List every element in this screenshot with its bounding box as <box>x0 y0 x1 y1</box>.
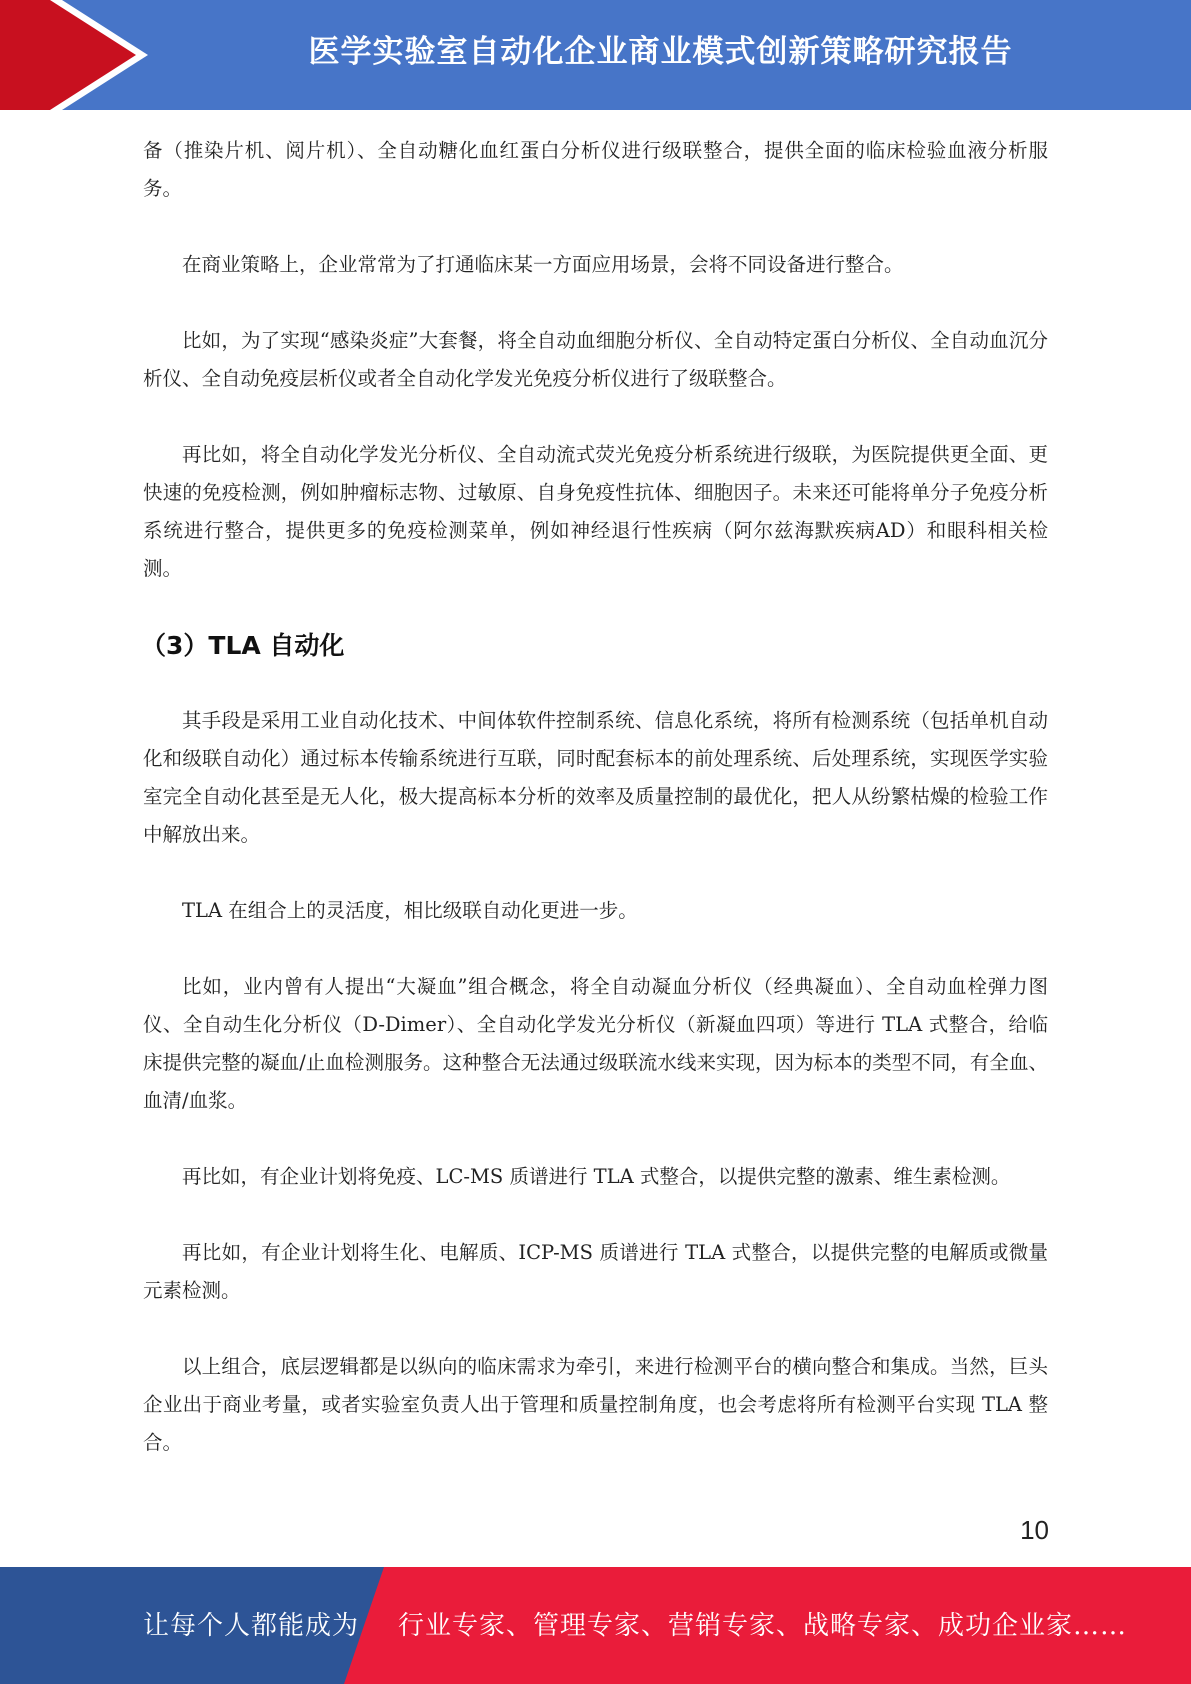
paragraph: 比如，业内曾有人提出“大凝血”组合概念，将全自动凝血分析仪（经典凝血）、全自动血栓弹力图仪、全自动生化分析仪（D-Dimer）、全自动化学发光分析仪（新凝血四项）等进行 TLA 式整合，给临床提供完整的凝血/止血检测服务。这种整合无法通过级联流水线来实现，因为标本的类型不同，有全血、血清/血浆。 <box>143 975 1048 1112</box>
section-heading: （3）TLA 自动化 <box>141 631 345 660</box>
paragraph: 以上组合，底层逻辑都是以纵向的临床需求为牵引，来进行检测平台的横向整合和集成。当然，巨头企业出于商业考量，或者实验室负责人出于管理和质量控制角度，也会考虑将所有检测平台实现 TLA 整合。 <box>143 1355 1048 1454</box>
footer-slogan-left: 让每个人都能成为 <box>143 1611 360 1641</box>
paragraph: 备（推染片机、阅片机）、全自动糖化血红蛋白分析仪进行级联整合，提供全面的临床检验血液分析服务。 <box>143 139 1048 200</box>
page-header <box>0 0 1191 110</box>
paragraph: TLA 在组合上的灵活度，相比级联自动化更进一步。 <box>182 899 638 922</box>
paragraph: 在商业策略上，企业常常为了打通临床某一方面应用场景，会将不同设备进行整合。 <box>182 253 904 276</box>
paragraph: 再比如，将全自动化学发光分析仪、全自动流式荧光免疫分析系统进行级联，为医院提供更全面、更快速的免疫检测，例如肿瘤标志物、过敏原、自身免疫性抗体、细胞因子。未来还可能将单分子免疫分析系统进行整合，提供更多的免疫检测菜单，例如神经退行性疾病（阿尔兹海默疾病AD）和眼科相关检测。 <box>143 443 1048 580</box>
paragraph: 再比如，有企业计划将免疫、LC-MS 质谱进行 TLA 式整合，以提供完整的激素、维生素检测。 <box>182 1165 1011 1188</box>
paragraph: 比如，为了实现“感染炎症”大套餐，将全自动血细胞分析仪、全自动特定蛋白分析仪、全自动血沉分析仪、全自动免疫层析仪或者全自动化学发光免疫分析仪进行了级联整合。 <box>143 329 1048 390</box>
page-number: 10 <box>1020 1515 1049 1545</box>
paragraph: 其手段是采用工业自动化技术、中间体软件控制系统、信息化系统，将所有检测系统（包括单机自动化和级联自动化）通过标本传输系统进行互联，同时配套标本的前处理系统、后处理系统，实现医学实验室完全自动化甚至是无人化，极大提高标本分析的效率及质量控制的最优化，把人从纷繁枯燥的检验工作中解放出来。 <box>143 709 1048 846</box>
footer-slogan-right: 行业专家、管理专家、营销专家、战略专家、成功企业家…… <box>398 1611 1128 1641</box>
document-body <box>143 132 1048 1500</box>
page-footer <box>0 1567 1191 1684</box>
report-title: 医学实验室自动化企业商业模式创新策略研究报告 <box>308 34 1013 70</box>
paragraph: 再比如，有企业计划将生化、电解质、ICP-MS 质谱进行 TLA 式整合，以提供完整的电解质或微量元素检测。 <box>143 1241 1048 1302</box>
